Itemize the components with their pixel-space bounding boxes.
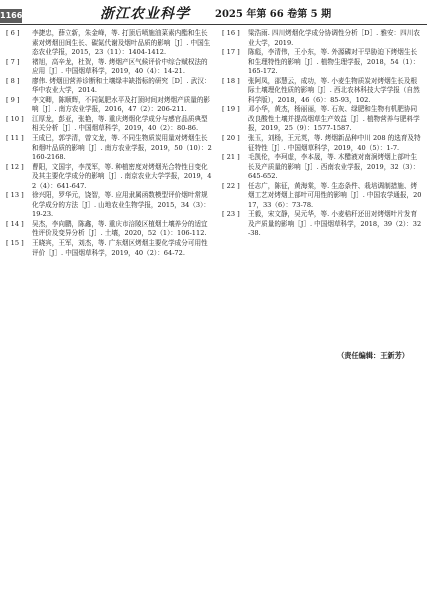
reference-text: 李文卿，陈顺辉，不同氮肥水平及打顶时间对烤烟产质量的影响［J］. 南方农业学报，2016，47（2）：206-211. (32, 95, 211, 114)
reference-number: [ 22 ] (222, 181, 240, 190)
reference-text: 梁浩雨. 四川烤烟化学成分协调性分析［D］. 雅安：四川农业大学，2019. (248, 29, 420, 47)
reference-number: [ 12 ] (6, 162, 24, 171)
reference-number: [ 19 ] (222, 105, 240, 114)
reference-text: 邓小华，黄杰，杨丽丽，等. 石灰、绿肥和生物有机肥协同改良酸性土壤并提高烟草生产效益［J］. 植物营养与肥料学报，2019，25（9）：1577-1587. (248, 105, 420, 133)
reference-number: [ 14 ] (6, 219, 24, 228)
references-column-left (6, 29, 212, 258)
reference-number: [ 7 ] (6, 57, 20, 66)
reference-item (6, 96, 212, 115)
reference-text: 吴杰，李向鹏，陈鑫，等. 重庆市涪陵区植烟土壤养分的适宜性评价及变异分析［J］. 土壤，2020，52（1）：106-112. (32, 219, 208, 238)
references-column-right (222, 29, 422, 239)
reference-item (6, 134, 212, 163)
reference-text: 曹阳，文国宇，李茂军，等. 种植密度对烤烟光合特性日变化及其主要化学成分的影响［J］. 南京农业大学学报，2019，42（4）：641-647. (32, 162, 212, 190)
reference-number: [ 17 ] (222, 48, 240, 57)
reference-item (6, 77, 212, 96)
reference-number: [ 13 ] (6, 191, 24, 200)
reference-item (6, 163, 212, 192)
reference-text: 李捷忠，薛立新，朱金峰，等. 打顶后喷施油菜素内酯和生长素对烤烟田间生长、碳氮代谢及烟叶品质的影响［J］. 中国生态农业学报，2015，23（11）：1404-1412. (32, 29, 211, 57)
header-divider (0, 24, 427, 25)
reference-text: 江厚龙，彭亚，张艳，等. 重庆烤烟化学成分与感官品质典型相关分析［J］. 中国烟草科学，2019，40（2）：80-86. (32, 114, 208, 133)
reference-text: 毛凯伦，李珂虚，李本晟，等. 木醋液对南涧烤烟上部叶生长及产质量的影响［J］. 西南农业学报，2019，32（3）：645-652. (248, 153, 420, 181)
issue-info: 2025 年第 66 卷第 5 期 (215, 9, 332, 20)
reference-text: 张阿凤，邵慧云，成功，等. 小麦生物质炭对烤烟生长及根际土壤理化性质的影响［J］. 西北农林科技大学学报（自然科学版），2018，46（6）：85-93，102. (248, 76, 420, 104)
reference-number: [ 8 ] (6, 76, 20, 85)
reference-number: [ 9 ] (6, 95, 20, 104)
reference-item (222, 48, 422, 77)
reference-item (6, 115, 212, 134)
journal-title: 浙江农业科学 (100, 6, 190, 22)
reference-text: 褚旭，高辛龙，杜贺，等. 烤烟产区气候评价中综合赋权法的应用［J］. 中国烟草科学，2019，40（4）：14-21. (32, 57, 208, 76)
reference-item (6, 29, 212, 58)
reference-item (222, 210, 422, 239)
reference-item (6, 191, 212, 220)
reference-text: 王成已，郭学清，曾文龙，等. 不同生物质炭用量对烤烟生长和烟叶品质的影响［J］. 南方农业学报，2019，50（10）：2160-2168. (32, 134, 212, 162)
reference-text: 陈彪，李清伟，王小东，等. 外源磷对干旱胁迫下烤烟生长和生理特性的影响［J］. 植物生理学报，2018，54（1）：165-172. (248, 48, 420, 76)
reference-number: [ 20 ] (222, 134, 240, 143)
reference-item (222, 105, 422, 134)
reference-item (222, 134, 422, 153)
reference-item (222, 77, 422, 106)
reference-number: [ 10 ] (6, 114, 24, 123)
reference-number: [ 16 ] (222, 29, 240, 37)
reference-item (222, 182, 422, 211)
page-number-badge: 1166 (0, 9, 22, 23)
reference-text: 任志广，陈征，黄海棠，等. 生态条件、栽培调制措施、烤烟工艺对烤烟上部叶可用性的影响［J］. 中国农学通报，2017，33（6）：73-78. (248, 181, 422, 209)
reference-text: 徐兴阳，罗华元，饶智，等. 应用隶属函数模型评价烟叶常规化学成分的方法［J］. 山地农业生物学报，2015，34（3）：19-23. (32, 191, 210, 219)
reference-number: [ 15 ] (6, 239, 24, 248)
page-header (0, 0, 427, 24)
reference-item (6, 239, 212, 258)
reference-item (222, 153, 422, 182)
reference-text: 张玉，刘杨，王元英，等. 烤烟新品种中川 208 的选育及特征特性［J］. 中国烟草科学，2019，40（5）：1-7. (248, 134, 421, 152)
reference-number: [ 21 ] (222, 153, 240, 162)
reference-text: 王晓宾，王军，刘杰，等. 广东烟区烤烟主要化学成分可用性评价［J］. 中国烟草科学，2019，40（2）：64-72. (32, 239, 208, 257)
reference-text: 王毅，宋文静，吴元华，等. 小麦秸秆还田对烤烟叶片发育及产质量的影响［J］. 中国烟草科学，2018，39（2）：32-38. (248, 210, 422, 238)
reference-number: [ 18 ] (222, 76, 240, 85)
reference-item (6, 58, 212, 77)
editor-note: （责任编辑：王新芳） (337, 351, 409, 360)
reference-number: [ 11 ] (6, 134, 24, 143)
reference-number: [ 23 ] (222, 210, 240, 219)
reference-item (6, 220, 212, 239)
reference-item (222, 29, 422, 48)
reference-number: [ 6 ] (6, 29, 20, 37)
reference-text: 廖伟. 烤烟田营养诊断和土壤绿丰缺指标的研究［D］. 武汉：华中农业大学，2014. (32, 76, 211, 95)
